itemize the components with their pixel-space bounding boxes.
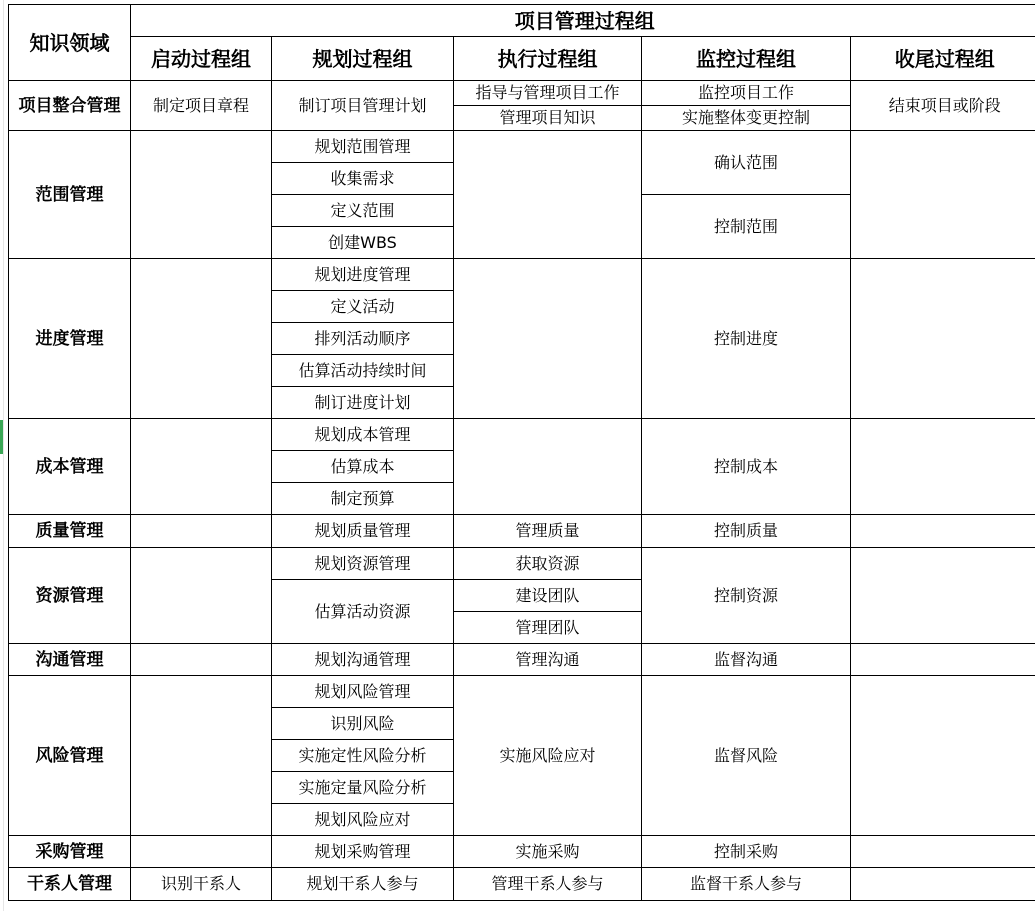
planning-group-header[interactable]: 规划过程组	[272, 37, 454, 81]
risk-row	[9, 676, 1035, 708]
cell-quality-monitoring[interactable]: 控制质量	[642, 515, 851, 548]
cell-scope-planning-2[interactable]: 收集需求	[272, 163, 454, 195]
cell-quality-initiating[interactable]	[131, 515, 272, 548]
cell-schedule-initiating[interactable]	[131, 259, 272, 419]
initiating-group-header[interactable]: 启动过程组	[131, 37, 272, 81]
cell-integration-planning[interactable]: 制订项目管理计划	[272, 81, 454, 131]
cell-procurement-planning[interactable]: 规划采购管理	[272, 836, 454, 868]
cell-schedule-monitoring[interactable]: 控制进度	[642, 259, 851, 419]
cell-risk-planning-3[interactable]: 实施定性风险分析	[272, 740, 454, 772]
cell-communication-planning[interactable]: 规划沟通管理	[272, 644, 454, 676]
cost-row	[9, 419, 1035, 451]
area-quality[interactable]: 质量管理	[9, 515, 131, 548]
cell-stakeholder-monitoring[interactable]: 监督干系人参与	[642, 868, 851, 901]
cell-quality-executing[interactable]: 管理质量	[454, 515, 642, 548]
cell-resource-closing[interactable]	[851, 548, 1035, 644]
cell-procurement-initiating[interactable]	[131, 836, 272, 868]
cell-communication-initiating[interactable]	[131, 644, 272, 676]
cell-schedule-planning-2[interactable]: 定义活动	[272, 291, 454, 323]
area-risk[interactable]: 风险管理	[9, 676, 131, 836]
cell-schedule-planning-5[interactable]: 制订进度计划	[272, 387, 454, 419]
closing-group-header[interactable]: 收尾过程组	[851, 37, 1035, 81]
cell-scope-executing[interactable]	[454, 131, 642, 259]
cell-scope-monitoring-2[interactable]: 控制范围	[642, 195, 851, 259]
area-scope[interactable]: 范围管理	[9, 131, 131, 259]
cell-cost-initiating[interactable]	[131, 419, 272, 515]
area-resource[interactable]: 资源管理	[9, 548, 131, 644]
cell-stakeholder-closing[interactable]	[851, 868, 1035, 901]
cell-scope-planning-3[interactable]: 定义范围	[272, 195, 454, 227]
cell-communication-monitoring[interactable]: 监督沟通	[642, 644, 851, 676]
cell-resource-initiating[interactable]	[131, 548, 272, 644]
area-schedule[interactable]: 进度管理	[9, 259, 131, 419]
cell-risk-initiating[interactable]	[131, 676, 272, 836]
area-cost[interactable]: 成本管理	[9, 419, 131, 515]
monitoring-group-header[interactable]: 监控过程组	[642, 37, 851, 81]
cell-resource-executing-3[interactable]: 管理团队	[454, 612, 642, 644]
cell-risk-executing[interactable]: 实施风险应对	[454, 676, 642, 836]
cell-risk-planning-1[interactable]: 规划风险管理	[272, 676, 454, 708]
cell-scope-monitoring-1[interactable]: 确认范围	[642, 131, 851, 195]
cell-cost-planning-2[interactable]: 估算成本	[272, 451, 454, 483]
process-group-table	[8, 4, 1035, 901]
cell-integration-monitoring-2[interactable]: 实施整体变更控制	[642, 106, 851, 131]
cell-scope-planning-1[interactable]: 规划范围管理	[272, 131, 454, 163]
cell-integration-closing[interactable]: 结束项目或阶段	[851, 81, 1035, 131]
process-groups-header[interactable]: 项目管理过程组	[131, 5, 1035, 37]
cell-communication-executing[interactable]: 管理沟通	[454, 644, 642, 676]
cell-procurement-closing[interactable]	[851, 836, 1035, 868]
communication-row	[9, 644, 1035, 676]
area-integration[interactable]: 项目整合管理	[9, 81, 131, 131]
header-row-groups	[9, 37, 1035, 81]
cell-resource-planning-2[interactable]: 估算活动资源	[272, 580, 454, 644]
selected-row-marker	[0, 420, 3, 454]
integration-row	[9, 81, 1035, 106]
procurement-row	[9, 836, 1035, 868]
cell-risk-planning-4[interactable]: 实施定量风险分析	[272, 772, 454, 804]
cell-schedule-executing[interactable]	[454, 259, 642, 419]
sheet-gridline	[3, 0, 4, 911]
header-row-main	[9, 5, 1035, 37]
executing-group-header[interactable]: 执行过程组	[454, 37, 642, 81]
cell-risk-monitoring[interactable]: 监督风险	[642, 676, 851, 836]
cell-cost-executing[interactable]	[454, 419, 642, 515]
cell-integration-executing-1[interactable]: 指导与管理项目工作	[454, 81, 642, 106]
cell-cost-planning-3[interactable]: 制定预算	[272, 483, 454, 515]
knowledge-area-header[interactable]: 知识领域	[9, 5, 131, 81]
cell-quality-planning[interactable]: 规划质量管理	[272, 515, 454, 548]
cell-scope-initiating[interactable]	[131, 131, 272, 259]
area-procurement[interactable]: 采购管理	[9, 836, 131, 868]
cell-schedule-planning-1[interactable]: 规划进度管理	[272, 259, 454, 291]
schedule-row	[9, 259, 1035, 291]
cell-stakeholder-initiating[interactable]: 识别干系人	[131, 868, 272, 901]
cell-resource-monitoring[interactable]: 控制资源	[642, 548, 851, 644]
cell-resource-executing-2[interactable]: 建设团队	[454, 580, 642, 612]
cell-resource-planning-1[interactable]: 规划资源管理	[272, 548, 454, 580]
cell-communication-closing[interactable]	[851, 644, 1035, 676]
cell-integration-executing-2[interactable]: 管理项目知识	[454, 106, 642, 131]
cell-risk-planning-5[interactable]: 规划风险应对	[272, 804, 454, 836]
scope-row	[9, 131, 1035, 163]
cell-cost-closing[interactable]	[851, 419, 1035, 515]
cell-stakeholder-planning[interactable]: 规划干系人参与	[272, 868, 454, 901]
cell-schedule-closing[interactable]	[851, 259, 1035, 419]
quality-row	[9, 515, 1035, 548]
area-stakeholder[interactable]: 干系人管理	[9, 868, 131, 901]
cell-stakeholder-executing[interactable]: 管理干系人参与	[454, 868, 642, 901]
cell-cost-monitoring[interactable]: 控制成本	[642, 419, 851, 515]
cell-integration-initiating[interactable]: 制定项目章程	[131, 81, 272, 131]
cell-procurement-monitoring[interactable]: 控制采购	[642, 836, 851, 868]
area-communication[interactable]: 沟通管理	[9, 644, 131, 676]
cell-scope-planning-4[interactable]: 创建WBS	[272, 227, 454, 259]
cell-procurement-executing[interactable]: 实施采购	[454, 836, 642, 868]
cell-scope-closing[interactable]	[851, 131, 1035, 259]
cell-cost-planning-1[interactable]: 规划成本管理	[272, 419, 454, 451]
cell-integration-monitoring-1[interactable]: 监控项目工作	[642, 81, 851, 106]
cell-risk-planning-2[interactable]: 识别风险	[272, 708, 454, 740]
stakeholder-row	[9, 868, 1035, 901]
cell-quality-closing[interactable]	[851, 515, 1035, 548]
cell-schedule-planning-4[interactable]: 估算活动持续时间	[272, 355, 454, 387]
resource-row	[9, 548, 1035, 580]
cell-schedule-planning-3[interactable]: 排列活动顺序	[272, 323, 454, 355]
cell-risk-closing[interactable]	[851, 676, 1035, 836]
cell-resource-executing-1[interactable]: 获取资源	[454, 548, 642, 580]
